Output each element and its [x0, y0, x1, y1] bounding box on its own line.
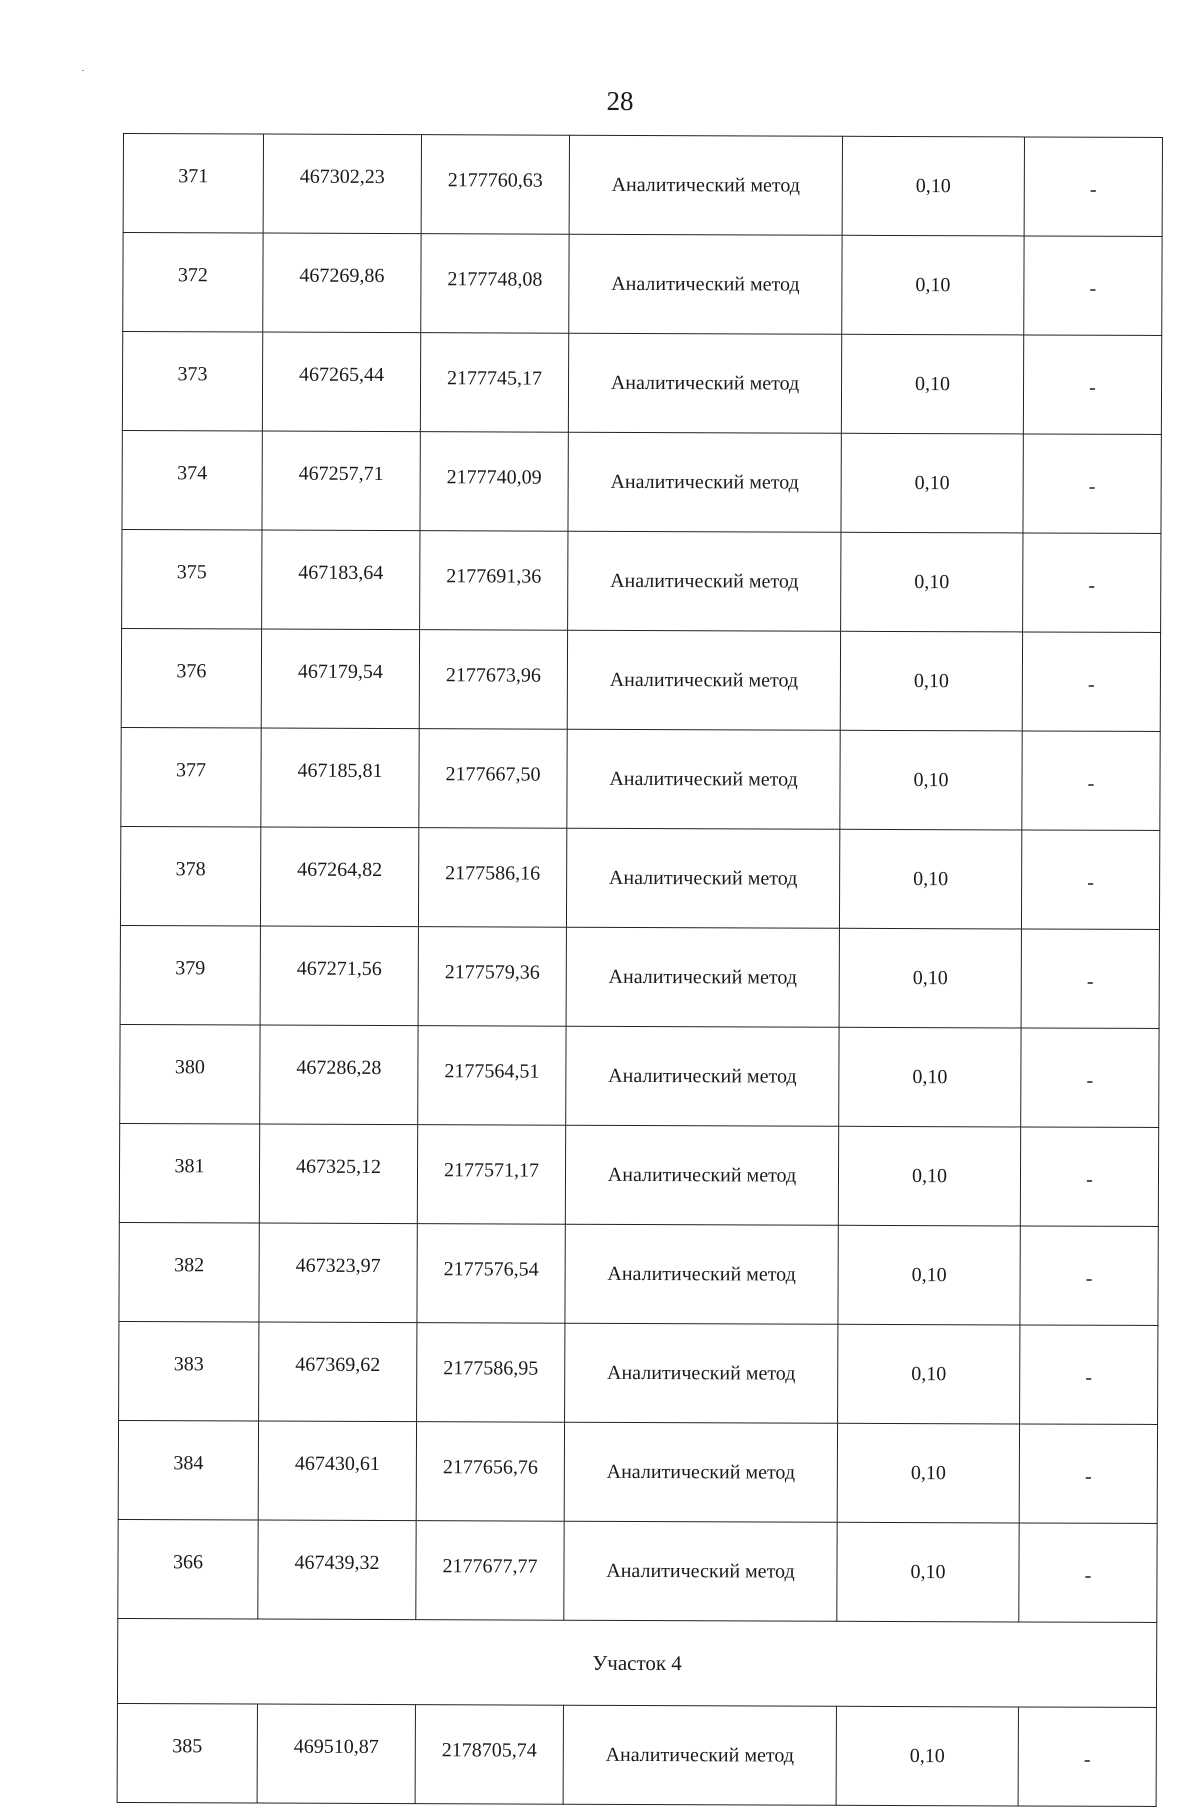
note-cell: - — [1020, 1226, 1158, 1326]
table-row — [118, 1420, 1157, 1523]
note-cell: - — [1021, 1028, 1159, 1128]
point-number-cell: 376 — [121, 628, 261, 728]
y-coordinate-cell: 2177576,54 — [417, 1224, 565, 1324]
method-cell: Аналитический метод — [569, 234, 842, 334]
y-coordinate-cell: 2178705,74 — [415, 1705, 563, 1805]
table-row — [120, 925, 1159, 1028]
point-number-cell: 383 — [119, 1321, 259, 1421]
method-cell: Аналитический метод — [564, 1521, 837, 1621]
point-number-cell: 374 — [122, 430, 262, 530]
note-cell: - — [1023, 335, 1161, 435]
method-cell: Аналитический метод — [567, 630, 840, 730]
point-number-cell: 366 — [118, 1519, 258, 1619]
table-row — [123, 134, 1162, 237]
accuracy-cell: 0,10 — [838, 1225, 1020, 1325]
point-number-cell: 372 — [123, 233, 263, 333]
table-row — [120, 1024, 1159, 1127]
x-coordinate-cell: 467264,82 — [260, 827, 418, 927]
note-cell: - — [1020, 1127, 1158, 1227]
accuracy-cell: 0,10 — [840, 730, 1022, 830]
y-coordinate-cell: 2177745,17 — [420, 333, 568, 433]
y-coordinate-cell: 2177586,95 — [417, 1323, 565, 1423]
point-number-cell: 381 — [119, 1123, 259, 1223]
table-row — [118, 1519, 1157, 1622]
y-coordinate-cell: 2177564,51 — [418, 1026, 566, 1126]
table-row — [117, 1703, 1156, 1806]
note-cell: - — [1024, 137, 1162, 237]
y-coordinate-cell: 2177740,09 — [420, 432, 568, 532]
note-cell: - — [1018, 1707, 1156, 1807]
accuracy-cell: 0,10 — [839, 928, 1021, 1028]
y-coordinate-cell: 2177760,63 — [421, 135, 569, 235]
y-coordinate-cell: 2177571,17 — [417, 1125, 565, 1225]
x-coordinate-cell: 469510,87 — [257, 1704, 415, 1804]
note-cell: - — [1021, 830, 1159, 930]
y-coordinate-cell: 2177748,08 — [421, 234, 569, 334]
page-number: 28 — [606, 86, 634, 116]
x-coordinate-cell: 467439,32 — [258, 1520, 416, 1620]
method-cell: Аналитический метод — [567, 729, 840, 829]
accuracy-cell: 0,10 — [840, 631, 1022, 731]
x-coordinate-cell: 467286,28 — [260, 1025, 418, 1125]
table-row — [122, 529, 1161, 632]
note-cell: - — [1022, 632, 1160, 732]
accuracy-cell: 0,10 — [838, 1324, 1020, 1424]
point-number-cell: 378 — [120, 826, 260, 926]
note-cell: - — [1023, 533, 1161, 633]
method-cell: Аналитический метод — [568, 531, 841, 631]
x-coordinate-cell: 467325,12 — [259, 1124, 417, 1224]
table-row — [123, 233, 1162, 336]
accuracy-cell: 0,10 — [837, 1522, 1019, 1622]
note-cell: - — [1020, 1325, 1158, 1425]
note-cell: - — [1023, 434, 1161, 534]
x-coordinate-cell: 467269,86 — [263, 233, 421, 333]
method-cell: Аналитический метод — [568, 333, 841, 433]
y-coordinate-cell: 2177656,76 — [416, 1422, 564, 1522]
accuracy-cell: 0,10 — [839, 829, 1021, 929]
x-coordinate-cell: 467183,64 — [262, 530, 420, 630]
table-row — [119, 1321, 1158, 1424]
point-number-cell: 375 — [122, 529, 262, 629]
x-coordinate-cell: 467323,97 — [259, 1223, 417, 1323]
accuracy-cell: 0,10 — [838, 1126, 1020, 1226]
method-cell: Аналитический метод — [566, 1026, 839, 1126]
note-cell: - — [1022, 731, 1160, 831]
x-coordinate-cell: 467265,44 — [262, 332, 420, 432]
section-heading: Участок 4 — [117, 1618, 1156, 1707]
coordinates-table-body — [117, 134, 1162, 1807]
accuracy-cell: 0,10 — [841, 532, 1023, 632]
table-row — [122, 332, 1161, 435]
y-coordinate-cell: 2177677,77 — [416, 1521, 564, 1621]
y-coordinate-cell: 2177579,36 — [418, 927, 566, 1027]
point-number-cell: 384 — [118, 1420, 258, 1520]
x-coordinate-cell: 467430,61 — [258, 1421, 416, 1521]
accuracy-cell: 0,10 — [837, 1423, 1019, 1523]
method-cell: Аналитический метод — [568, 432, 841, 532]
method-cell: Аналитический метод — [569, 135, 842, 235]
table-row — [121, 628, 1160, 731]
point-number-cell: 382 — [119, 1222, 259, 1322]
table-row — [122, 430, 1161, 533]
x-coordinate-cell: 467271,56 — [260, 926, 418, 1026]
section-row — [117, 1618, 1156, 1707]
method-cell: Аналитический метод — [565, 1125, 838, 1225]
point-number-cell: 377 — [121, 727, 261, 827]
method-cell: Аналитический метод — [565, 1323, 838, 1423]
method-cell: Аналитический метод — [566, 927, 839, 1027]
method-cell: Аналитический метод — [563, 1705, 836, 1805]
method-cell: Аналитический метод — [565, 1224, 838, 1324]
y-coordinate-cell: 2177673,96 — [419, 630, 567, 730]
x-coordinate-cell: 467179,54 — [261, 629, 419, 729]
note-cell: - — [1021, 929, 1159, 1029]
y-coordinate-cell: 2177691,36 — [420, 531, 568, 631]
point-number-cell: 379 — [120, 925, 260, 1025]
method-cell: Аналитический метод — [564, 1422, 837, 1522]
y-coordinate-cell: 2177586,16 — [418, 828, 566, 928]
table-row — [119, 1222, 1158, 1325]
point-number-cell: 373 — [122, 332, 262, 432]
table-row — [121, 727, 1160, 830]
accuracy-cell: 0,10 — [839, 1027, 1021, 1127]
table-row — [119, 1123, 1158, 1226]
x-coordinate-cell: 467257,71 — [262, 431, 420, 531]
note-cell: - — [1019, 1523, 1157, 1623]
coordinates-table — [117, 133, 1163, 1807]
point-number-cell: 371 — [123, 134, 263, 234]
accuracy-cell: 0,10 — [841, 334, 1023, 434]
accuracy-cell: 0,10 — [842, 136, 1024, 236]
point-number-cell: 380 — [120, 1024, 260, 1124]
scan-artifact — [82, 70, 84, 71]
x-coordinate-cell: 467302,23 — [263, 134, 421, 234]
note-cell: - — [1024, 236, 1162, 336]
x-coordinate-cell: 467369,62 — [259, 1322, 417, 1422]
accuracy-cell: 0,10 — [842, 235, 1024, 335]
note-cell: - — [1019, 1424, 1157, 1524]
x-coordinate-cell: 467185,81 — [261, 728, 419, 828]
accuracy-cell: 0,10 — [841, 433, 1023, 533]
point-number-cell: 385 — [117, 1703, 257, 1803]
accuracy-cell: 0,10 — [836, 1706, 1018, 1806]
table-row — [120, 826, 1159, 929]
method-cell: Аналитический метод — [566, 828, 839, 928]
y-coordinate-cell: 2177667,50 — [419, 729, 567, 829]
